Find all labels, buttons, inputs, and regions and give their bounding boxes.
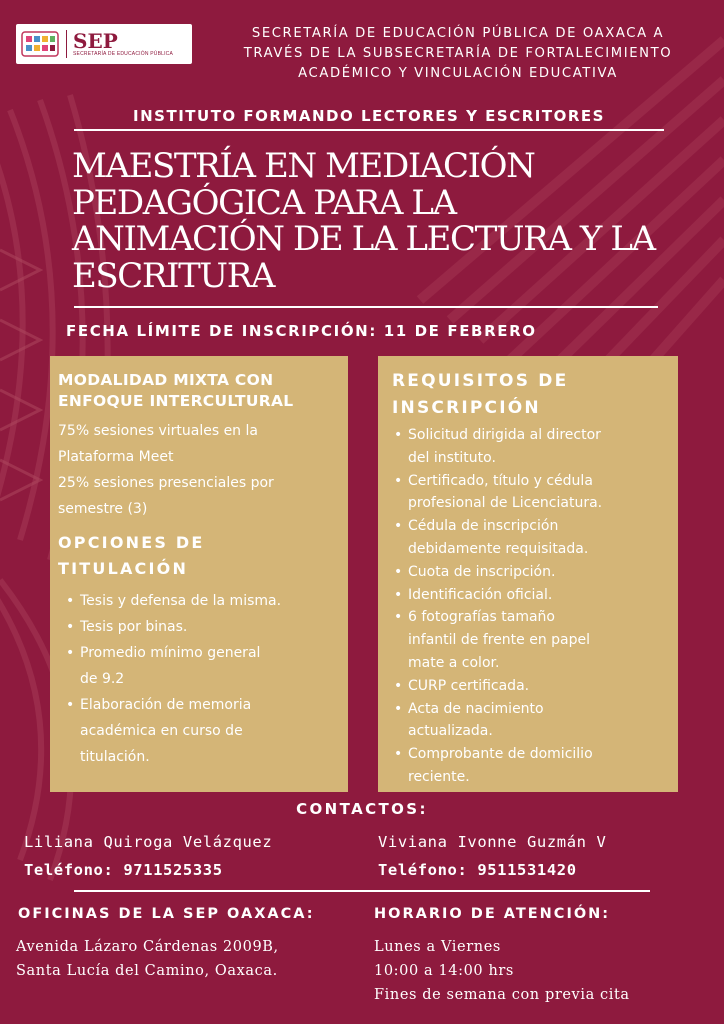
list-item: • 6 fotografías tamaño infantil de frente en papel mate a color. bbox=[392, 606, 668, 674]
address-line: Santa Lucía del Camino, Oaxaca. bbox=[16, 963, 278, 979]
item-line: Cédula de inscripción bbox=[408, 518, 559, 535]
item-line: CURP certificada. bbox=[408, 677, 530, 694]
item-line: 6 fotografías tamaño bbox=[408, 609, 555, 626]
logo-brand: SEP bbox=[73, 29, 118, 53]
item-line: del instituto. bbox=[408, 449, 496, 466]
heading-line: MODALIDAD MIXTA CON bbox=[58, 371, 274, 389]
item-line: Tesis y defensa de la misma. bbox=[80, 593, 282, 609]
schedule-line: Fines de semana con previa cita bbox=[374, 987, 630, 1003]
item-line: académica en curso de bbox=[80, 723, 243, 739]
logo-subtitle: SECRETARÍA DE EDUCACIÓN PÚBLICA bbox=[73, 51, 174, 57]
program-title bbox=[72, 148, 672, 294]
list-item: • Comprobante de domicilio reciente. bbox=[392, 743, 668, 789]
item-line: Acta de nacimiento bbox=[408, 700, 544, 717]
header-organization bbox=[196, 24, 720, 84]
sep-logo bbox=[16, 24, 192, 64]
list-item: • Cédula de inscripción debidamente requisitada. bbox=[392, 515, 668, 561]
titulacion-list bbox=[58, 588, 340, 770]
logo-divider bbox=[66, 30, 67, 58]
item-line: Identificación oficial. bbox=[408, 586, 553, 603]
address-line: Avenida Lázaro Cárdenas 2009B, bbox=[16, 939, 279, 955]
item-line: de 9.2 bbox=[80, 671, 125, 687]
list-item: • Elaboración de memoria académica en curso de titulación. bbox=[64, 692, 340, 770]
divider bbox=[74, 306, 658, 308]
title-line: MAESTRÍA EN MEDIACIÓN bbox=[72, 146, 535, 186]
item-line: Cuota de inscripción. bbox=[408, 563, 556, 580]
text-line: 25% sesiones presenciales por bbox=[58, 475, 274, 491]
item-line: infantil de frente en papel bbox=[408, 632, 591, 649]
contacts-title: CONTACTOS: bbox=[296, 800, 428, 818]
heading-line: OPCIONES DE bbox=[58, 533, 205, 552]
heading-line: TITULACIÓN bbox=[58, 559, 189, 578]
list-item: • Tesis y defensa de la misma. bbox=[64, 588, 340, 614]
list-item: • Identificación oficial. bbox=[392, 584, 668, 607]
title-line: PEDAGÓGICA PARA LA bbox=[72, 182, 456, 223]
item-line: mate a color. bbox=[408, 654, 500, 671]
heading-line: INSCRIPCIÓN bbox=[392, 398, 541, 418]
schedule-line: 10:00 a 14:00 hrs bbox=[374, 963, 514, 979]
titulacion-heading bbox=[58, 530, 340, 582]
modalidad-heading bbox=[58, 370, 340, 412]
item-line: Tesis por binas. bbox=[80, 619, 188, 635]
requisitos-heading bbox=[392, 368, 668, 422]
item-line: debidamente requisitada. bbox=[408, 540, 589, 557]
heading-line: REQUISITOS DE bbox=[392, 371, 569, 391]
text-line: Plataforma Meet bbox=[58, 449, 174, 465]
registration-deadline: FECHA LÍMITE DE INSCRIPCIÓN: 11 DE FEBRERO bbox=[66, 322, 537, 340]
contact-phone[interactable]: Teléfono: 9511531420 bbox=[378, 861, 577, 879]
item-line: Certificado, título y cédula bbox=[408, 472, 593, 489]
schedule-title: HORARIO DE ATENCIÓN: bbox=[374, 906, 611, 922]
list-item: • Solicitud dirigida al director del instituto. bbox=[392, 424, 668, 470]
header-line: ACADÉMICO Y VINCULACIÓN EDUCATIVA bbox=[298, 66, 618, 81]
institute-name: INSTITUTO FORMANDO LECTORES Y ESCRITORES bbox=[74, 107, 664, 131]
logo-text bbox=[73, 31, 173, 57]
item-line: actualizada. bbox=[408, 723, 493, 740]
divider bbox=[74, 890, 650, 892]
item-line: reciente. bbox=[408, 768, 470, 785]
office-address bbox=[16, 935, 279, 983]
offices-title: OFICINAS DE LA SEP OAXACA: bbox=[18, 906, 315, 922]
list-item: • Acta de nacimiento actualizada. bbox=[392, 698, 668, 744]
header-line: TRAVÉS DE LA SUBSECRETARÍA DE FORTALECIMIENTO bbox=[243, 46, 673, 61]
schedule-line: Lunes a Viernes bbox=[374, 939, 501, 955]
item-line: Elaboración de memoria bbox=[80, 697, 252, 713]
office-schedule bbox=[374, 935, 630, 1007]
requisitos-list bbox=[392, 424, 668, 789]
item-line: profesional de Licenciatura. bbox=[408, 495, 603, 512]
text-line: semestre (3) bbox=[58, 501, 148, 517]
list-item: • Certificado, título y cédula profesional de Licenciatura. bbox=[392, 470, 668, 516]
heading-line: ENFOQUE INTERCULTURAL bbox=[58, 392, 294, 410]
item-line: Comprobante de domicilio bbox=[408, 746, 593, 763]
contact-name: Liliana Quiroga Velázquez bbox=[24, 833, 273, 851]
list-item: • Cuota de inscripción. bbox=[392, 561, 668, 584]
text-line: 75% sesiones virtuales en la bbox=[58, 423, 258, 439]
item-line: titulación. bbox=[80, 749, 150, 765]
item-line: Solicitud dirigida al director bbox=[408, 427, 601, 443]
list-item: • Tesis por binas. bbox=[64, 614, 340, 640]
oaxaca-emblem-icon bbox=[16, 24, 64, 64]
modalidad-card bbox=[50, 356, 348, 792]
contact-card bbox=[378, 828, 606, 884]
title-line: ANIMACIÓN DE LA LECTURA Y LA bbox=[72, 219, 655, 259]
list-item: • Promedio mínimo general de 9.2 bbox=[64, 640, 340, 692]
title-line: ESCRITURA bbox=[72, 255, 275, 296]
contact-card bbox=[24, 828, 272, 884]
requisitos-card bbox=[378, 356, 678, 792]
item-line: Promedio mínimo general bbox=[80, 645, 261, 661]
list-item: • CURP certificada. bbox=[392, 675, 668, 698]
contact-name: Viviana Ivonne Guzmán V bbox=[378, 833, 607, 851]
contact-phone[interactable]: Teléfono: 9711525335 bbox=[24, 861, 223, 879]
modalidad-description bbox=[58, 418, 340, 522]
header-line: SECRETARÍA DE EDUCACIÓN PÚBLICA DE OAXACA A bbox=[251, 26, 665, 41]
